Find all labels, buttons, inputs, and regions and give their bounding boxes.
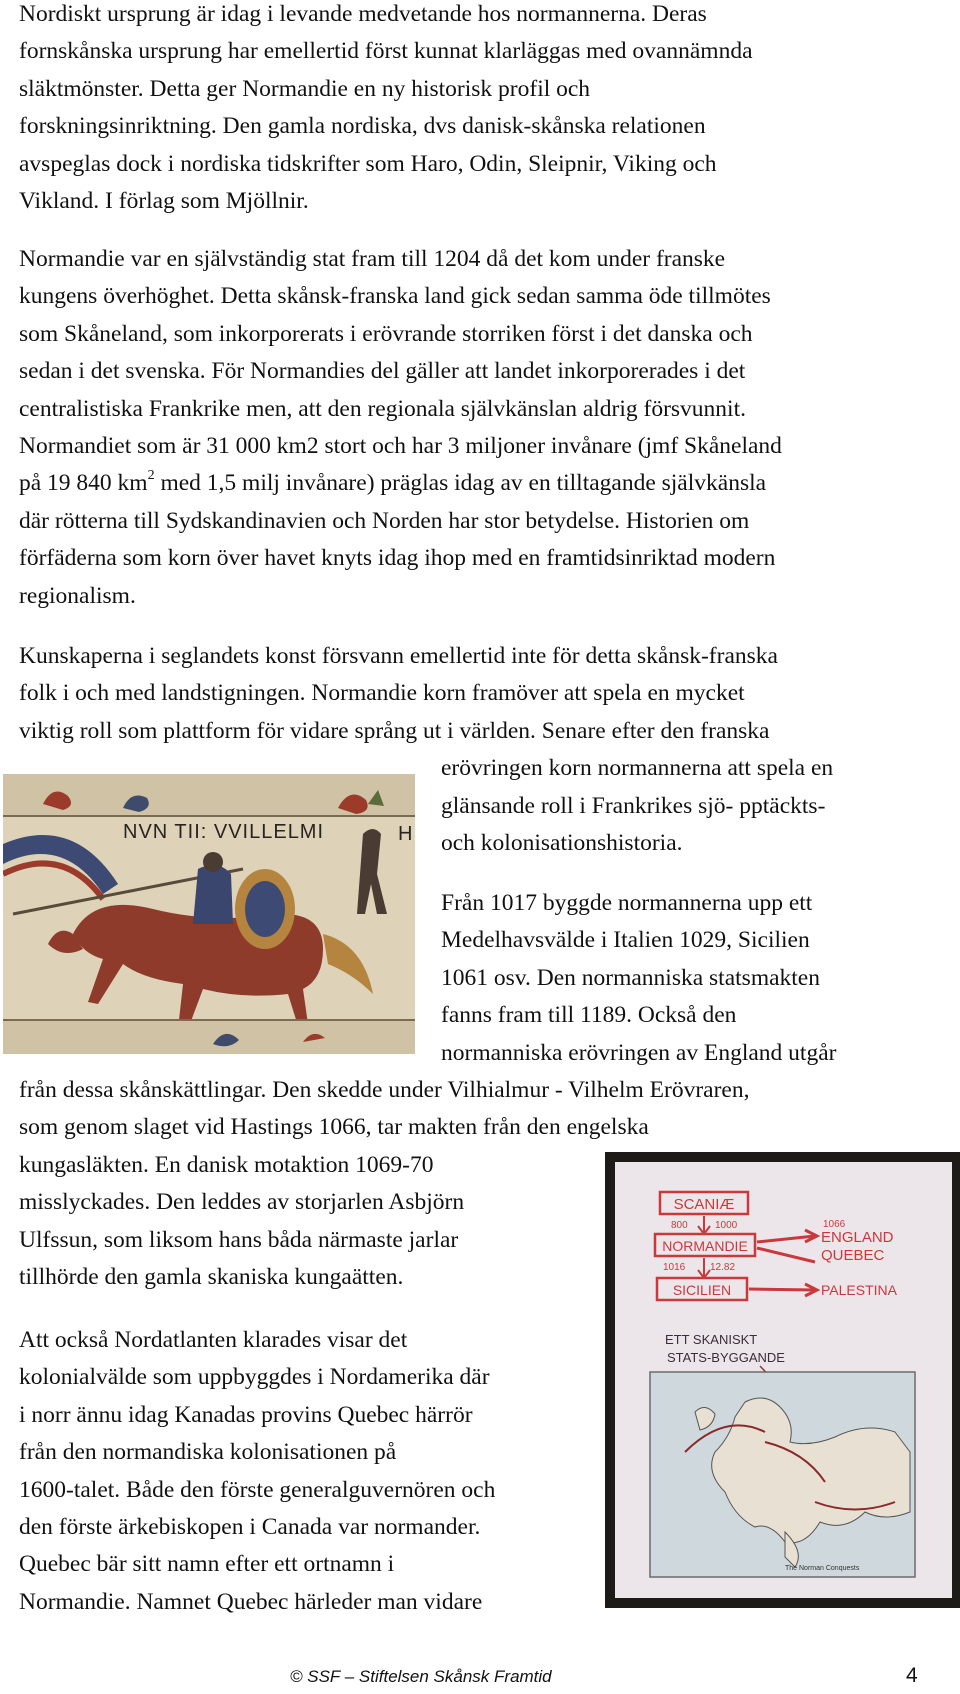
text-line: regionalism.	[19, 582, 136, 609]
text-line: kungens överhöghet. Detta skånsk-franska land gick sedan samma öde tillmötes	[19, 283, 771, 310]
box-sicilien: SICILIEN	[672, 1282, 732, 1298]
text-line: Ulfssun, som liksom hans båda närmaste jarlar	[19, 1226, 459, 1253]
text-line: som genom slaget vid Hastings 1066, tar makten från den engelska	[19, 1114, 649, 1141]
text-line: tillhörde den gamla skaniska kungaätten.	[19, 1264, 404, 1291]
text-line: fanns fram till 1189. Också den	[441, 1002, 737, 1029]
year-label: 1000	[715, 1220, 738, 1231]
subtitle-line: ETT SKANISKT	[665, 1332, 758, 1347]
text-line	[19, 465, 919, 502]
box-scaniae: SCANIÆ	[673, 1196, 735, 1213]
text-line: där rötterna till Sydskandinavien och Norden har stor betydelse. Historien om	[19, 507, 750, 534]
text-segment: med 1,5 milj invånare) präglas idag av en tilltagande självkänsla	[154, 470, 767, 497]
text-line: och kolonisationshistoria.	[441, 830, 683, 857]
tapestry-image	[3, 774, 415, 1054]
page-number: 4	[906, 1664, 918, 1687]
text-line: Normandie var en självständig stat fram till 1204 då det kom under franske	[19, 246, 726, 272]
text-line: släktmönster. Detta ger Normandie en ny historisk profil och	[19, 75, 591, 102]
text-line: viktig roll som plattform för vidare språng ut i världen. Senare efter den franska	[19, 717, 770, 744]
text-line: som Skåneland, som inkorporerats i erövrande storriken först i det danska och	[19, 320, 753, 347]
text-line: förfäderna som korn över havet knyts idag ihop med en framtidsinriktad modern	[19, 545, 776, 572]
text-line: Normandiet som är 31 000 km2 stort och har 3 miljoner invånare (jmf Skåneland	[19, 433, 782, 460]
text-line: Medelhavsvälde i Italien 1029, Sicilien	[441, 927, 810, 954]
tapestry-side-letter: H	[398, 823, 413, 845]
text-line: från dessa skånskättlingar. Den skedde under Vilhialmur - Vilhelm Erövraren,	[19, 1077, 750, 1104]
text-line: centralistiska Frankrike men, att den regionala självkänslan aldrig försvunnit.	[19, 395, 746, 422]
text-line: forskningsinriktning. Den gamla nordiska, dvs danisk-skånska relationen	[19, 113, 706, 140]
text-line: Från 1017 byggde normannerna upp ett	[441, 890, 813, 916]
destination-label: ENGLAND	[821, 1229, 894, 1246]
text-line: 1061 osv. Den normanniska statsmakten	[441, 964, 820, 991]
destination-label: PALESTINA	[821, 1282, 897, 1298]
text-line: kungasläkten. En danisk motaktion 1069-70	[19, 1151, 434, 1178]
text-line: erövringen korn normannerna att spela en	[441, 755, 834, 782]
text-line: misslyckades. Den leddes av storjarlen Asbjörn	[19, 1189, 465, 1216]
text-line: Quebec bär sitt namn efter ett ortnamn i	[19, 1551, 395, 1578]
text-line: sedan i det svenska. För Normandies del gäller att landet inkorporerades i det	[19, 358, 746, 385]
text-line: glänsande roll i Frankrikes sjö- pptäckts-	[441, 792, 826, 819]
text-line: folk i och med landstigningen. Normandie korn framöver att spela en mycket	[19, 680, 745, 707]
subtitle-line: STATS-BYGGANDE	[667, 1350, 785, 1365]
text-line: Kunskaperna i seglandets konst försvann emellertid inte för detta skånsk-franska	[19, 643, 778, 669]
text-line: 1600-talet. Både den förste generalguvernören och	[19, 1476, 496, 1503]
superscript: 2	[147, 467, 155, 483]
text-segment: på 19 840 km	[19, 470, 148, 497]
paragraph-2	[19, 241, 919, 615]
poster-illustration	[605, 1152, 960, 1608]
text-line: från den normandiska kolonisationen på	[19, 1439, 397, 1466]
year-label: 1066	[823, 1219, 846, 1230]
text-line: normanniska erövringen av England utgår	[441, 1039, 837, 1066]
poster-image	[605, 1152, 960, 1608]
tapestry-illustration	[3, 774, 415, 1054]
box-normandie: NORMANDIE	[662, 1238, 748, 1254]
tapestry-inscription: NVN TII: VVILLELMI	[123, 821, 325, 843]
year-label: 800	[671, 1220, 688, 1231]
text-line: fornskånska ursprung har emellertid först kunnat klarläggas med ovannämnda	[19, 38, 753, 65]
destination-label: QUEBEC	[821, 1247, 885, 1264]
text-line: Nordiskt ursprung är idag i levande medvetande hos normannerna. Deras	[19, 1, 707, 27]
map-caption: The Norman Conquests	[785, 1565, 860, 1572]
footer-text: © SSF – Stiftelsen Skånsk Framtid	[290, 1667, 552, 1686]
text-line: Att också Nordatlanten klarades visar det	[19, 1327, 408, 1353]
text-line: Vikland. I förlag som Mjöllnir.	[19, 188, 309, 215]
paragraph-1	[19, 0, 919, 220]
text-line: avspeglas dock i nordiska tidskrifter som Haro, Odin, Sleipnir, Viking och	[19, 150, 717, 177]
text-line: kolonialvälde som uppbyggdes i Nordamerika där	[19, 1364, 490, 1391]
year-label: 1016	[663, 1262, 686, 1273]
text-line: i norr ännu idag Kanadas provins Quebec härrör	[19, 1401, 473, 1428]
text-line: den förste ärkebiskopen i Canada var normander.	[19, 1514, 481, 1541]
year-label: 12.82	[710, 1262, 736, 1273]
text-line: Normandie. Namnet Quebec härleder man vidare	[19, 1588, 483, 1615]
